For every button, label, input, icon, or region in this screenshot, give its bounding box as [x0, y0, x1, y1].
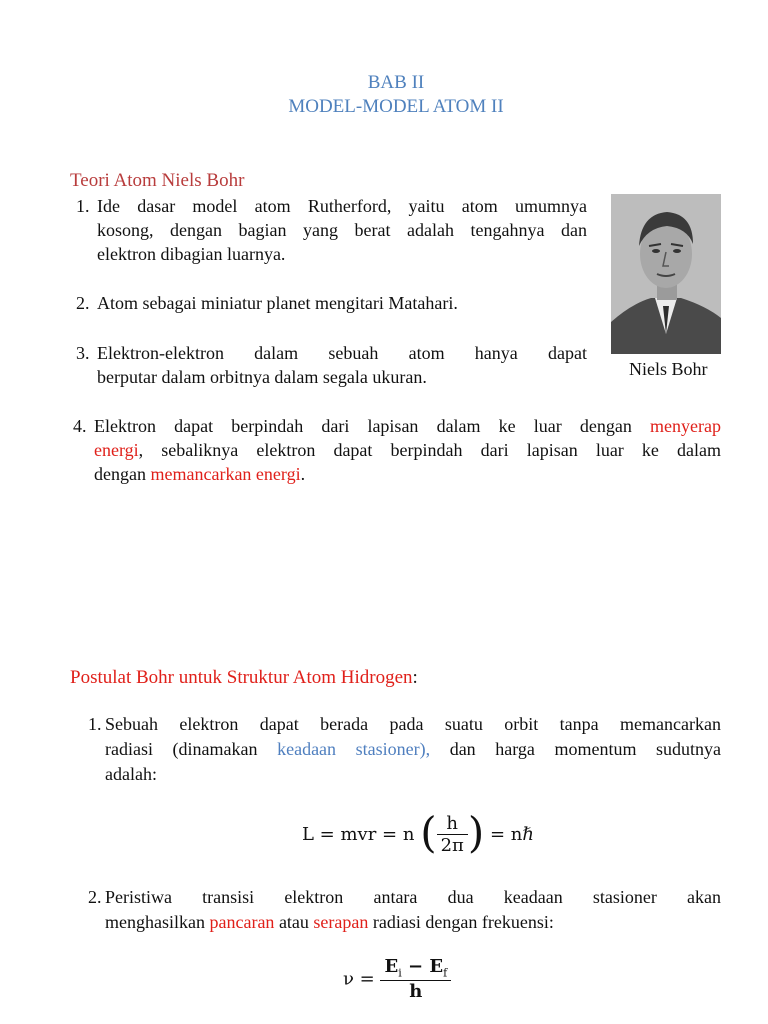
list-item-text [105, 739, 721, 760]
list-item-text: kosong, dengan bagian yang berat adalah tengahnya dan [97, 220, 587, 240]
subscript-f: f [443, 966, 448, 980]
list-item-text: elektron dibagian luarnya. [97, 244, 286, 264]
subscript-i: i [398, 966, 402, 980]
list-item-text [94, 464, 305, 485]
list-item-text [105, 912, 554, 933]
list-item-text: Ide dasar model atom Rutherford, yaitu atom umumnya [97, 196, 587, 216]
left-paren: ( [420, 808, 437, 857]
fraction-h-over-2pi [437, 813, 468, 856]
list-item-text: Peristiwa transisi elektron antara dua keadaan stasioner akan [105, 887, 721, 907]
text-run: , sebaliknya elektron dapat berpindah dari lapisan luar ke dalam [138, 440, 721, 460]
frequency-formula [343, 956, 451, 1002]
photo-caption: Niels Bohr [629, 359, 708, 379]
niels-bohr-photo [611, 194, 721, 354]
formula-lhs: L = mvr = n [302, 824, 415, 845]
list-number: 1. [76, 196, 90, 216]
list-number: 4. [73, 416, 87, 436]
fraction-denominator: 2π [437, 834, 468, 856]
fraction-energy-over-h [380, 956, 451, 1002]
text-run: dan harga momentum sudutnya [449, 739, 722, 759]
text-run: atau [278, 912, 309, 932]
list-item-text [94, 416, 721, 437]
text-run: dengan [94, 464, 146, 484]
list-item-text [94, 440, 721, 461]
chapter-label: BAB II [367, 72, 425, 93]
list-number: 3. [76, 343, 90, 363]
angular-momentum-formula [302, 810, 534, 859]
list-item-text: Sebuah elektron dapat berada pada suatu orbit tanpa memancarkan [105, 714, 721, 734]
highlight-serapan: serapan [313, 912, 369, 932]
portrait-image [611, 194, 721, 354]
section-heading-postulat [70, 667, 418, 689]
formula-lhs: ν = [343, 968, 375, 990]
list-number: 2. [88, 887, 102, 907]
text-run: menghasilkan [105, 912, 205, 932]
fraction-denominator: h [380, 980, 451, 1002]
text-run: radiasi (dinamakan [105, 739, 258, 759]
highlight-energi: energi [94, 440, 139, 460]
page-title: MODEL-MODEL ATOM II [288, 96, 504, 117]
highlight-memancarkan-energi: memancarkan energi [150, 464, 301, 484]
list-item-text: Elektron-elektron dalam sebuah atom hanya dapat [97, 343, 587, 363]
heading-colon: : [412, 667, 418, 688]
energy-symbol: E [384, 956, 399, 977]
highlight-pancaran: pancaran [209, 912, 275, 932]
text-run: Elektron dapat berpindah dari lapisan dalam ke luar dengan [94, 416, 632, 436]
list-number: 1. [88, 714, 102, 734]
list-item-text: adalah: [105, 764, 157, 784]
heading-text: Postulat Bohr untuk Struktur Atom Hidrogen [70, 667, 413, 688]
list-item-text: berputar dalam orbitnya dalam segala ukuran. [97, 367, 427, 387]
list-item-text: Atom sebagai miniatur planet mengitari Matahari. [97, 293, 458, 313]
right-paren: ) [467, 808, 485, 857]
section-heading-bohr: Teori Atom Niels Bohr [70, 170, 245, 191]
highlight-keadaan-stasioner: keadaan stasioner), [277, 739, 431, 759]
highlight-menyerap: menyerap [650, 416, 722, 436]
fraction-numerator: h [446, 813, 459, 834]
list-number: 2. [76, 293, 90, 313]
energy-minus-term: − E [408, 956, 444, 977]
text-run: radiasi dengan frekuensi: [372, 912, 554, 932]
text-run: . [300, 464, 306, 484]
formula-rhs: = nℏ [490, 824, 534, 845]
fraction-numerator [380, 956, 451, 980]
